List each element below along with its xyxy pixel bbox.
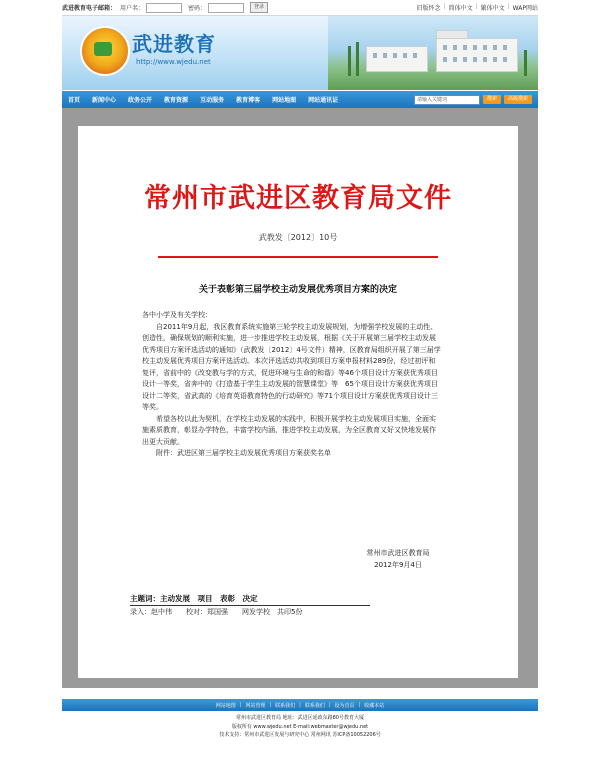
separator: | — [239, 702, 242, 708]
document-heading: 关于表彰第三届学校主动发展优秀项目方案的决定 — [198, 285, 397, 295]
separator: | — [269, 702, 272, 708]
footer-address: 常州市武进区教育局 地址：武进区延政东路80号教育大厦 — [236, 715, 364, 721]
separator: | — [328, 702, 331, 708]
login-bar — [62, 0, 538, 16]
footer-copyright: 版权所有 www.wjedu.net E-mail:webmaster@wjedu.net — [231, 723, 369, 730]
password-label: 密码： — [188, 5, 207, 12]
footer-link-admin[interactable]: 网站管理 — [245, 702, 266, 709]
email-label: 武进教育电子邮箱： — [62, 5, 117, 12]
entry-info — [130, 607, 390, 617]
document-frame — [62, 108, 538, 688]
nav-interaction[interactable]: 互动服务 — [200, 97, 225, 104]
nav-home[interactable]: 首页 — [68, 97, 81, 104]
paragraph: 希望各校以此为契机，在学校主动发展的实践中，积极开展学校主动发展项目实施，全面实施素质教育，彰显办学特色，丰富学校内涵，推进学校主动发展，为全区教育又好又快地发展作出更大贡献。 — [142, 414, 436, 446]
nav-sitemap[interactable]: 网站地图 — [272, 97, 297, 104]
separator: | — [299, 702, 301, 708]
building-main — [436, 38, 518, 72]
signature-org: 常州市武进区教育局 — [366, 549, 430, 557]
link-simplified[interactable]: 简体中文 — [448, 5, 473, 12]
footer-link-sitemap[interactable]: 网站地图 — [215, 702, 236, 709]
separator: | — [443, 3, 446, 10]
proofreader: 校对：郑国强 — [186, 608, 228, 616]
site-banner — [62, 16, 538, 90]
footer-support: 技术支持：常州市武进区发展与研究中心 常州网讯 苏ICP备10052206号 — [219, 732, 381, 738]
site-logo-title[interactable]: 武进教育 — [132, 32, 216, 56]
footer-info — [62, 714, 538, 740]
school-emblem-icon — [80, 26, 130, 76]
link-old-version[interactable]: 旧版怀念 — [416, 5, 441, 12]
footer-link-homepage[interactable]: 设为首页 — [334, 702, 355, 709]
advanced-search-button[interactable]: 高级搜索 — [504, 95, 532, 104]
attachment-line: 附件：武进区第三届学校主动发展优秀项目方案获奖名单 — [156, 449, 331, 457]
footer-link-contact[interactable]: 联系我们 — [275, 702, 296, 709]
search-box — [414, 95, 538, 105]
link-wap[interactable]: WAP网站 — [512, 5, 538, 12]
document-title: 常州市武进区教育局文件 — [144, 183, 452, 214]
login-button[interactable]: 登录 — [250, 2, 268, 13]
red-divider — [158, 256, 438, 258]
signature-block — [328, 548, 468, 571]
document-body — [142, 310, 442, 460]
nav-blog[interactable]: 教育博客 — [236, 97, 261, 104]
print-info: 网发学校 共印5份 — [242, 608, 303, 616]
campus-photo — [328, 16, 538, 90]
recorder: 录入：赵中伟 — [130, 608, 172, 616]
footer-nav — [62, 699, 538, 711]
nav-government[interactable]: 政务公开 — [128, 97, 153, 104]
username-label: 用户名： — [120, 5, 145, 12]
nav-news[interactable]: 新闻中心 — [92, 97, 117, 104]
paragraph: 自2011年9月起，我区教育系统实施第三轮学校主动发展规划，为增强学校发展的主动性、创造性，确保规划的顺利实施，进一步推进学校主动发展，根据《关于开展第三届学校主动发展优秀项目方案评选活动的通知》（武教发〔2012〕4号文件）精神，区教育局组织开展了第三届学校主动发展优秀项目方案评选活动。本次评选活动共收到项目方案申报材料289份，经过初评和复评，省前中的《改变教与学的方式，促进环境与生命的和谐》等46个项目设计方案获优秀项目设计一等奖，省奔中的《打造基于学生主动发展的智慧课堂》等 65个项目设计方案获优秀项目设计二等奖，省武高的《培育英语教育特色的行动研究》等71个项目设计方案获优秀项目设计三等奖。 — [142, 322, 441, 411]
signature-date: 2012年9月4日 — [374, 560, 422, 569]
separator: | — [475, 3, 478, 10]
document-number: 武教发〔2012〕10号 — [258, 233, 338, 242]
link-traditional[interactable]: 繁体中文 — [480, 5, 505, 12]
site-url: http://www.wjedu.net — [136, 58, 211, 66]
separator: | — [507, 3, 510, 10]
nav-pass[interactable]: 网站通讯证 — [308, 97, 339, 104]
top-links — [417, 3, 538, 12]
search-button[interactable]: 搜索 — [483, 95, 501, 104]
username-input[interactable] — [146, 3, 182, 13]
search-input[interactable]: 请输入关键词 — [414, 95, 480, 105]
main-nav — [62, 91, 538, 108]
subject-keywords: 主题词：主动发展 项目 表彰 决定 — [130, 593, 370, 606]
salutation: 各中小学及有关学校： — [142, 311, 212, 319]
building-side — [366, 46, 428, 72]
password-input[interactable] — [208, 3, 244, 13]
document-page — [78, 126, 518, 678]
separator: | — [358, 702, 361, 708]
footer-link-bookmark[interactable]: 收藏本站 — [364, 702, 385, 709]
nav-resources[interactable]: 教育资源 — [164, 97, 189, 104]
footer-link-contact-2[interactable]: 联系我们 — [304, 702, 325, 709]
